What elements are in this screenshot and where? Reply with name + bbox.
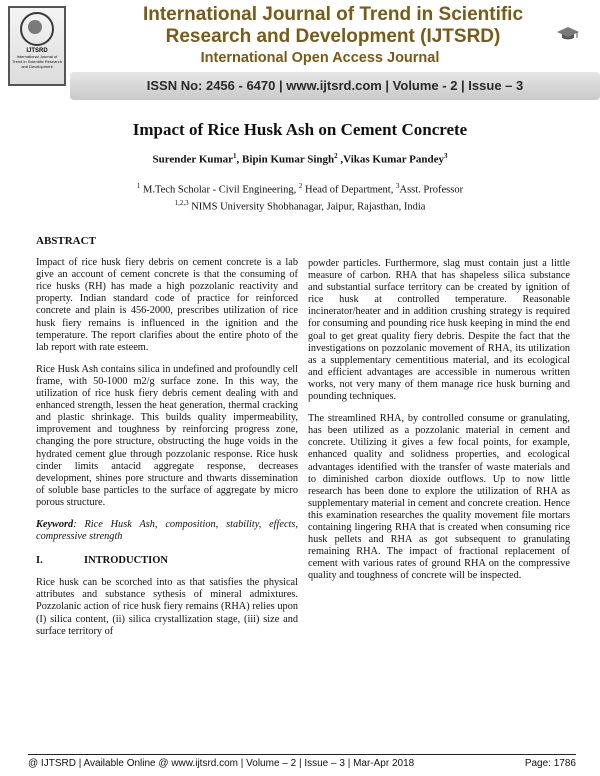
paper-title: Impact of Rice Husk Ash on Cement Concrete (132, 120, 468, 139)
affil-sup: 1 (136, 182, 141, 190)
footer-divider (28, 754, 576, 755)
open-access-label: International Open Access Journal (200, 50, 440, 66)
affiliation-line2 (0, 197, 600, 214)
body-paragraph: The streamlined RHA, by controlled consume or granulating, has been utilized as a pozzolanic material in cement and concrete. Utilizing it gives a few focal points, for example, enhanced quality and solidness properties, and ecological advantages identified with the transfer of waste materials and to diminished carbon dioxide outflows. Up to now little research has been done to explore the utilization of RHA as supplementary material in cement and concrete creation. Hence this examination researches the quality movement file mortars containing lingering RHA that is created when consuming rice husk pellets and RHA as got subsequent to granulating remaining RHA. The impact of fractional replacement of cement with various rates of ground RHA on the compressive quality and toughness of concrete will be inspected. (308, 413, 570, 582)
author-sup: 2 (334, 152, 338, 160)
author-name: Surender Kumar (152, 153, 234, 166)
issn-bar (70, 72, 600, 100)
keyword-label: Keyword (36, 518, 74, 530)
affil-text: M.Tech Scholar - Civil Engineering, (140, 184, 299, 196)
logo-subtitle: International Journal of Trend in Scientific Research and Development (12, 54, 62, 69)
affiliation-line1 (0, 180, 600, 197)
logo-abbrev: IJTSRD (26, 48, 48, 54)
issn-line: ISSN No: 2456 - 6470 | www.ijtsrd.com | Volume - 2 | Issue – 3 (146, 78, 524, 93)
page-footer (28, 758, 576, 769)
abstract-heading: ABSTRACT (36, 235, 96, 247)
abstract-paragraph: Impact of rice husk fiery debris on cement concrete is a lab give an account of cement concrete is that the consuming of rice husks (RH) has made a high pozzolanic reactivity and property. Indian standard code of practice for reinforced concrete and plain is 456-2000, prescribes utilization of rice husk fiery remains is influenced in the ignition and the temperature. The report clarifies about the entire photo of the lab report with rate esteem. (36, 257, 298, 353)
affil-text: NIMS University Shobhanagar, Jaipur, Rajasthan, India (188, 201, 426, 212)
affil-sup: 2 (298, 182, 303, 190)
journal-title-line1: International Journal of Trend in Scientific (142, 4, 524, 25)
page-number: Page: 1786 (524, 758, 576, 769)
journal-title-line2: Research and Development (IJTSRD) (165, 26, 501, 47)
journal-logo (8, 6, 66, 86)
graduation-cap-icon (556, 26, 580, 42)
body-paragraph: powder particles. Furthermore, slag must contain just a little measure of carbon. RHA that has shapeless silica substance and substantial surface territory can be created by ignition of rice husk at controlled temperature. Reasonable incinerator/heater and in addition crushing strategy is required for consuming and pounding rice husk keeping in mind the end goal to get great quality fiery debris. Despite the fact that the investigations on pozzolanic movement of RHA, its utilization as a supplementary cementitious material, and its ecological and efficient advantages are accessible in numerous written works, not very many of them manage rice husk burning and pounding techniques. (308, 258, 570, 403)
body-paragraph: Rice husk can be scorched into as that satisfies the physical attributes and substance sythesis of mineral admixtures. Pozzolanic action of rice husk fiery remains (RHA) relies upon (I) silica content, (ii) silica crystallization stage, (iii) size and surface territory of (36, 577, 298, 637)
left-column (36, 235, 298, 648)
author-name: Vikas Kumar Pandey (343, 153, 445, 166)
journal-banner (0, 0, 600, 108)
keywords (36, 519, 298, 543)
keyword-text: : Rice Husk Ash, composition, stability, effects, compressive strength (36, 518, 298, 543)
affil-text: Head of Department, (302, 184, 396, 196)
journal-title (66, 4, 600, 48)
affiliations (0, 180, 600, 213)
author-sup: 1 (233, 152, 237, 160)
affil-text: Asst. Professor (399, 184, 464, 196)
affil-sup: 1,2,3 (174, 198, 189, 207)
globe-icon (20, 12, 54, 46)
footer-citation: @ IJTSRD | Available Online @ www.ijtsrd.com | Volume – 2 | Issue – 3 | Mar-Apr 2018 (28, 758, 415, 769)
abstract-paragraph: Rice Husk Ash contains silica in undefined and profoundly cell frame, with 50-1000 m2/g surface zone. In this way, the utilization of rice husk fiery debris cement dealing with and enhanced strength, lessen the heat generation, thermal cracking and plastic shrinkage. This builds quality impermeability, improvement and toughness by reinforcing progress zone, changing the pore structure, obstructing the huge voids in the hydrated cement glue through pozzolanic response. Rice husk cinder limits antacid aggregate response, decreases development, shines pore structure and thwarts dissemination of soluble base particles to the surface of aggregate by micro porous structure. (36, 363, 298, 508)
section-title: INTRODUCTION (84, 555, 169, 567)
right-column (308, 258, 570, 592)
section-heading (36, 555, 298, 567)
section-number: I. (36, 555, 43, 567)
author-name: Bipin Kumar Singh (242, 153, 335, 166)
author-list: Surender Kumar$^1$, Bipin Kumar Singh$^2$ ,Vikas Kumar Pandey$^3$ (152, 152, 448, 166)
author-sup: 3 (444, 152, 448, 160)
affil-sup: 3 (395, 182, 400, 190)
